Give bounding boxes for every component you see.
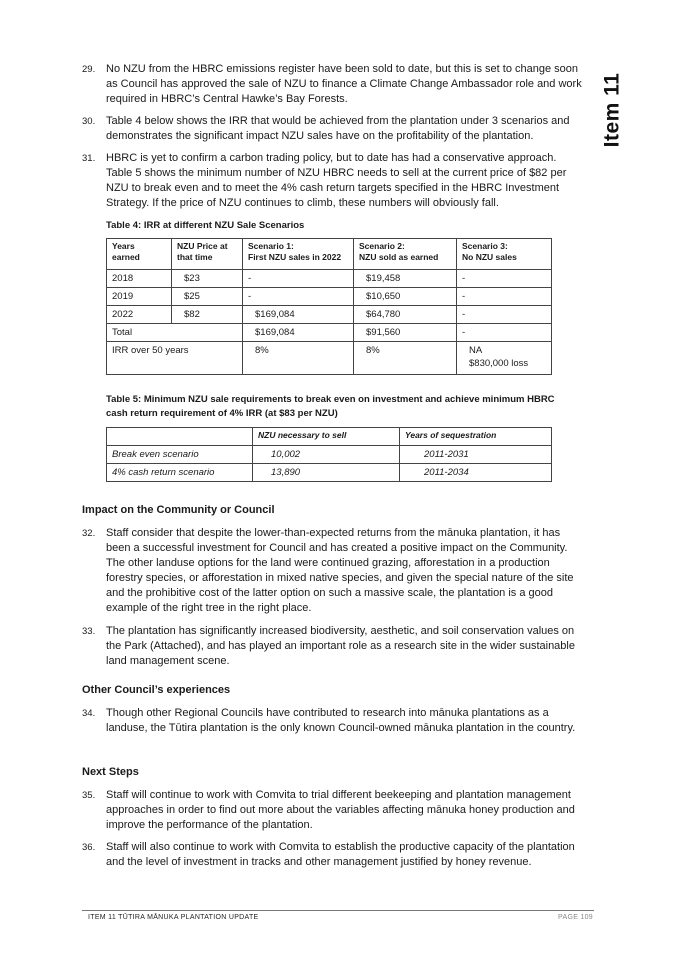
footer-item-title: ITEM 11 TŪTIRA MĀNUKA PLANTATION UPDATE xyxy=(88,914,259,921)
table-cell: $82 xyxy=(172,306,243,324)
table-cell: 2018 xyxy=(107,270,172,288)
paragraph-text: Though other Regional Councils have contributed to research into mānuka plantations as a landuse, the Tūtira plantation is the only known Council-owned mānuka plantation in the country. xyxy=(106,707,576,734)
table-cell: 8% xyxy=(243,342,354,375)
paragraph-number: 33. xyxy=(82,626,96,637)
table-cell: $19,458 xyxy=(354,270,457,288)
table-cell: 2022 xyxy=(107,306,172,324)
table-row xyxy=(107,288,552,306)
table-cell: Break even scenario xyxy=(107,446,253,464)
paragraph-31 xyxy=(82,151,582,211)
table-cell: $169,084 xyxy=(243,306,354,324)
item-side-tab xyxy=(592,60,632,160)
paragraph-number: 31. xyxy=(82,153,96,164)
paragraph-number: 30. xyxy=(82,116,96,127)
table-row xyxy=(107,306,552,324)
table-cell: $23 xyxy=(172,270,243,288)
table4-caption: Table 4: IRR at different NZU Sale Scenarios xyxy=(106,220,305,231)
table-cell: 2011-2031 xyxy=(400,446,552,464)
paragraph-number: 36. xyxy=(82,842,96,853)
paragraph-text: Staff will also continue to work with Comvita to establish the productive capacity of the plantation and the level of investment in tracks and other management justified by honey revenue. xyxy=(106,841,575,868)
table-cell: - xyxy=(457,288,552,306)
table-header-cell: NZU necessary to sell xyxy=(253,428,400,446)
table-header-cell: Scenario 2: NZU sold as earned xyxy=(354,239,457,270)
table-irr-row xyxy=(107,342,552,375)
paragraph-36 xyxy=(82,840,582,870)
table-header-row xyxy=(107,428,552,446)
table-cell: IRR over 50 years xyxy=(107,342,243,375)
section-heading-next-steps: Next Steps xyxy=(82,766,139,778)
paragraph-text: Table 4 below shows the IRR that would be achieved from the plantation under 3 scenarios and demonstrates the significant impact NZU sales have on the profitability of the plantation. xyxy=(106,115,570,142)
table-cell: $91,560 xyxy=(354,324,457,342)
table5-caption xyxy=(106,393,555,421)
table-header-cell: Years of sequestration xyxy=(400,428,552,446)
table-row xyxy=(107,446,552,464)
table-cell: 10,002 xyxy=(253,446,400,464)
table-cell: - xyxy=(457,270,552,288)
paragraph-30 xyxy=(82,114,582,144)
table-cell: 2019 xyxy=(107,288,172,306)
paragraph-number: 32. xyxy=(82,528,96,539)
footer-page-number: PAGE 109 xyxy=(558,914,593,921)
paragraph-32 xyxy=(82,526,582,616)
table-cell: - xyxy=(243,270,354,288)
section-heading-other-councils: Other Council’s experiences xyxy=(82,684,231,696)
table-cell: Total xyxy=(107,324,243,342)
table-row xyxy=(107,464,552,482)
table-header-cell: Scenario 1: First NZU sales in 2022 xyxy=(243,239,354,270)
item-side-tab-label: Item 11 xyxy=(600,72,623,148)
paragraph-text: HBRC is yet to confirm a carbon trading policy, but to date has had a conservative approach. Table 5 shows the minimum number of NZU HBRC needs to sell at the current price of $82 per NZU to break even and to meet the 4% cash return targets specified in the HBRC Investment Strategy. If the price of NZU continues to climb, these numbers will obviously fall. xyxy=(106,152,567,209)
table-cell: NA $830,000 loss xyxy=(457,342,552,375)
footer-divider xyxy=(82,910,594,911)
table5-min-nzu-sales xyxy=(106,427,552,482)
paragraph-33 xyxy=(82,624,582,669)
table5-caption-line2: cash return requirement of 4% IRR (at $83 per NZU) xyxy=(106,408,338,419)
table-cell: - xyxy=(457,306,552,324)
table5-caption-line1: Table 5: Minimum NZU sale requirements to break even on investment and achieve minimum HBRC xyxy=(106,394,555,405)
table-cell: $25 xyxy=(172,288,243,306)
table-cell: 13,890 xyxy=(253,464,400,482)
table-header-cell: NZU Price at that time xyxy=(172,239,243,270)
paragraph-text: No NZU from the HBRC emissions register have been sold to date, but this is set to change soon as Council has approved the sale of NZU to finance a Climate Change Ambassador role and work required in HBRC’s Central Hawke’s Bay Forests. xyxy=(106,63,582,105)
table-header-cell: Scenario 3: No NZU sales xyxy=(457,239,552,270)
table-cell: 2011-2034 xyxy=(400,464,552,482)
table-header-cell: Years earned xyxy=(107,239,172,270)
paragraph-text: Staff consider that despite the lower-than-expected returns from the mānuka plantation, it has been a successful investment for Council and has created a positive impact on the Community. The other landuse options for the land were continued grazing, afforestation in a production forestry species, or afforestation in mixed native species, and given the special nature of the site and the prohibitive cost of the latter option on such a massive scale, the plantation is a good example of the right tree in the right place. xyxy=(106,527,574,614)
table-row xyxy=(107,270,552,288)
table-cell: - xyxy=(457,324,552,342)
paragraph-number: 34. xyxy=(82,708,96,719)
paragraph-35 xyxy=(82,788,582,833)
table4-irr-scenarios xyxy=(106,238,552,375)
paragraph-text: Staff will continue to work with Comvita to trial different beekeeping and plantation management approaches in order to find out more about the variables affecting mānuka honey production and improve the performance of the plantation. xyxy=(106,789,575,831)
paragraph-29 xyxy=(82,62,582,107)
paragraph-number: 35. xyxy=(82,790,96,801)
table-header-row xyxy=(107,239,552,270)
table-header-cell xyxy=(107,428,253,446)
table-cell: - xyxy=(243,288,354,306)
table-cell: 8% xyxy=(354,342,457,375)
section-heading-impact: Impact on the Community or Council xyxy=(82,504,275,516)
paragraph-34 xyxy=(82,706,582,736)
paragraph-number: 29. xyxy=(82,64,96,75)
table-total-row xyxy=(107,324,552,342)
paragraph-text: The plantation has significantly increased biodiversity, aesthetic, and soil conservation values on the Park (Attached), and has played an important role as a research site in the wider sustainable land management scene. xyxy=(106,625,575,667)
table-cell: $10,650 xyxy=(354,288,457,306)
table-cell: $64,780 xyxy=(354,306,457,324)
table-cell: $169,084 xyxy=(243,324,354,342)
table-cell: 4% cash return scenario xyxy=(107,464,253,482)
